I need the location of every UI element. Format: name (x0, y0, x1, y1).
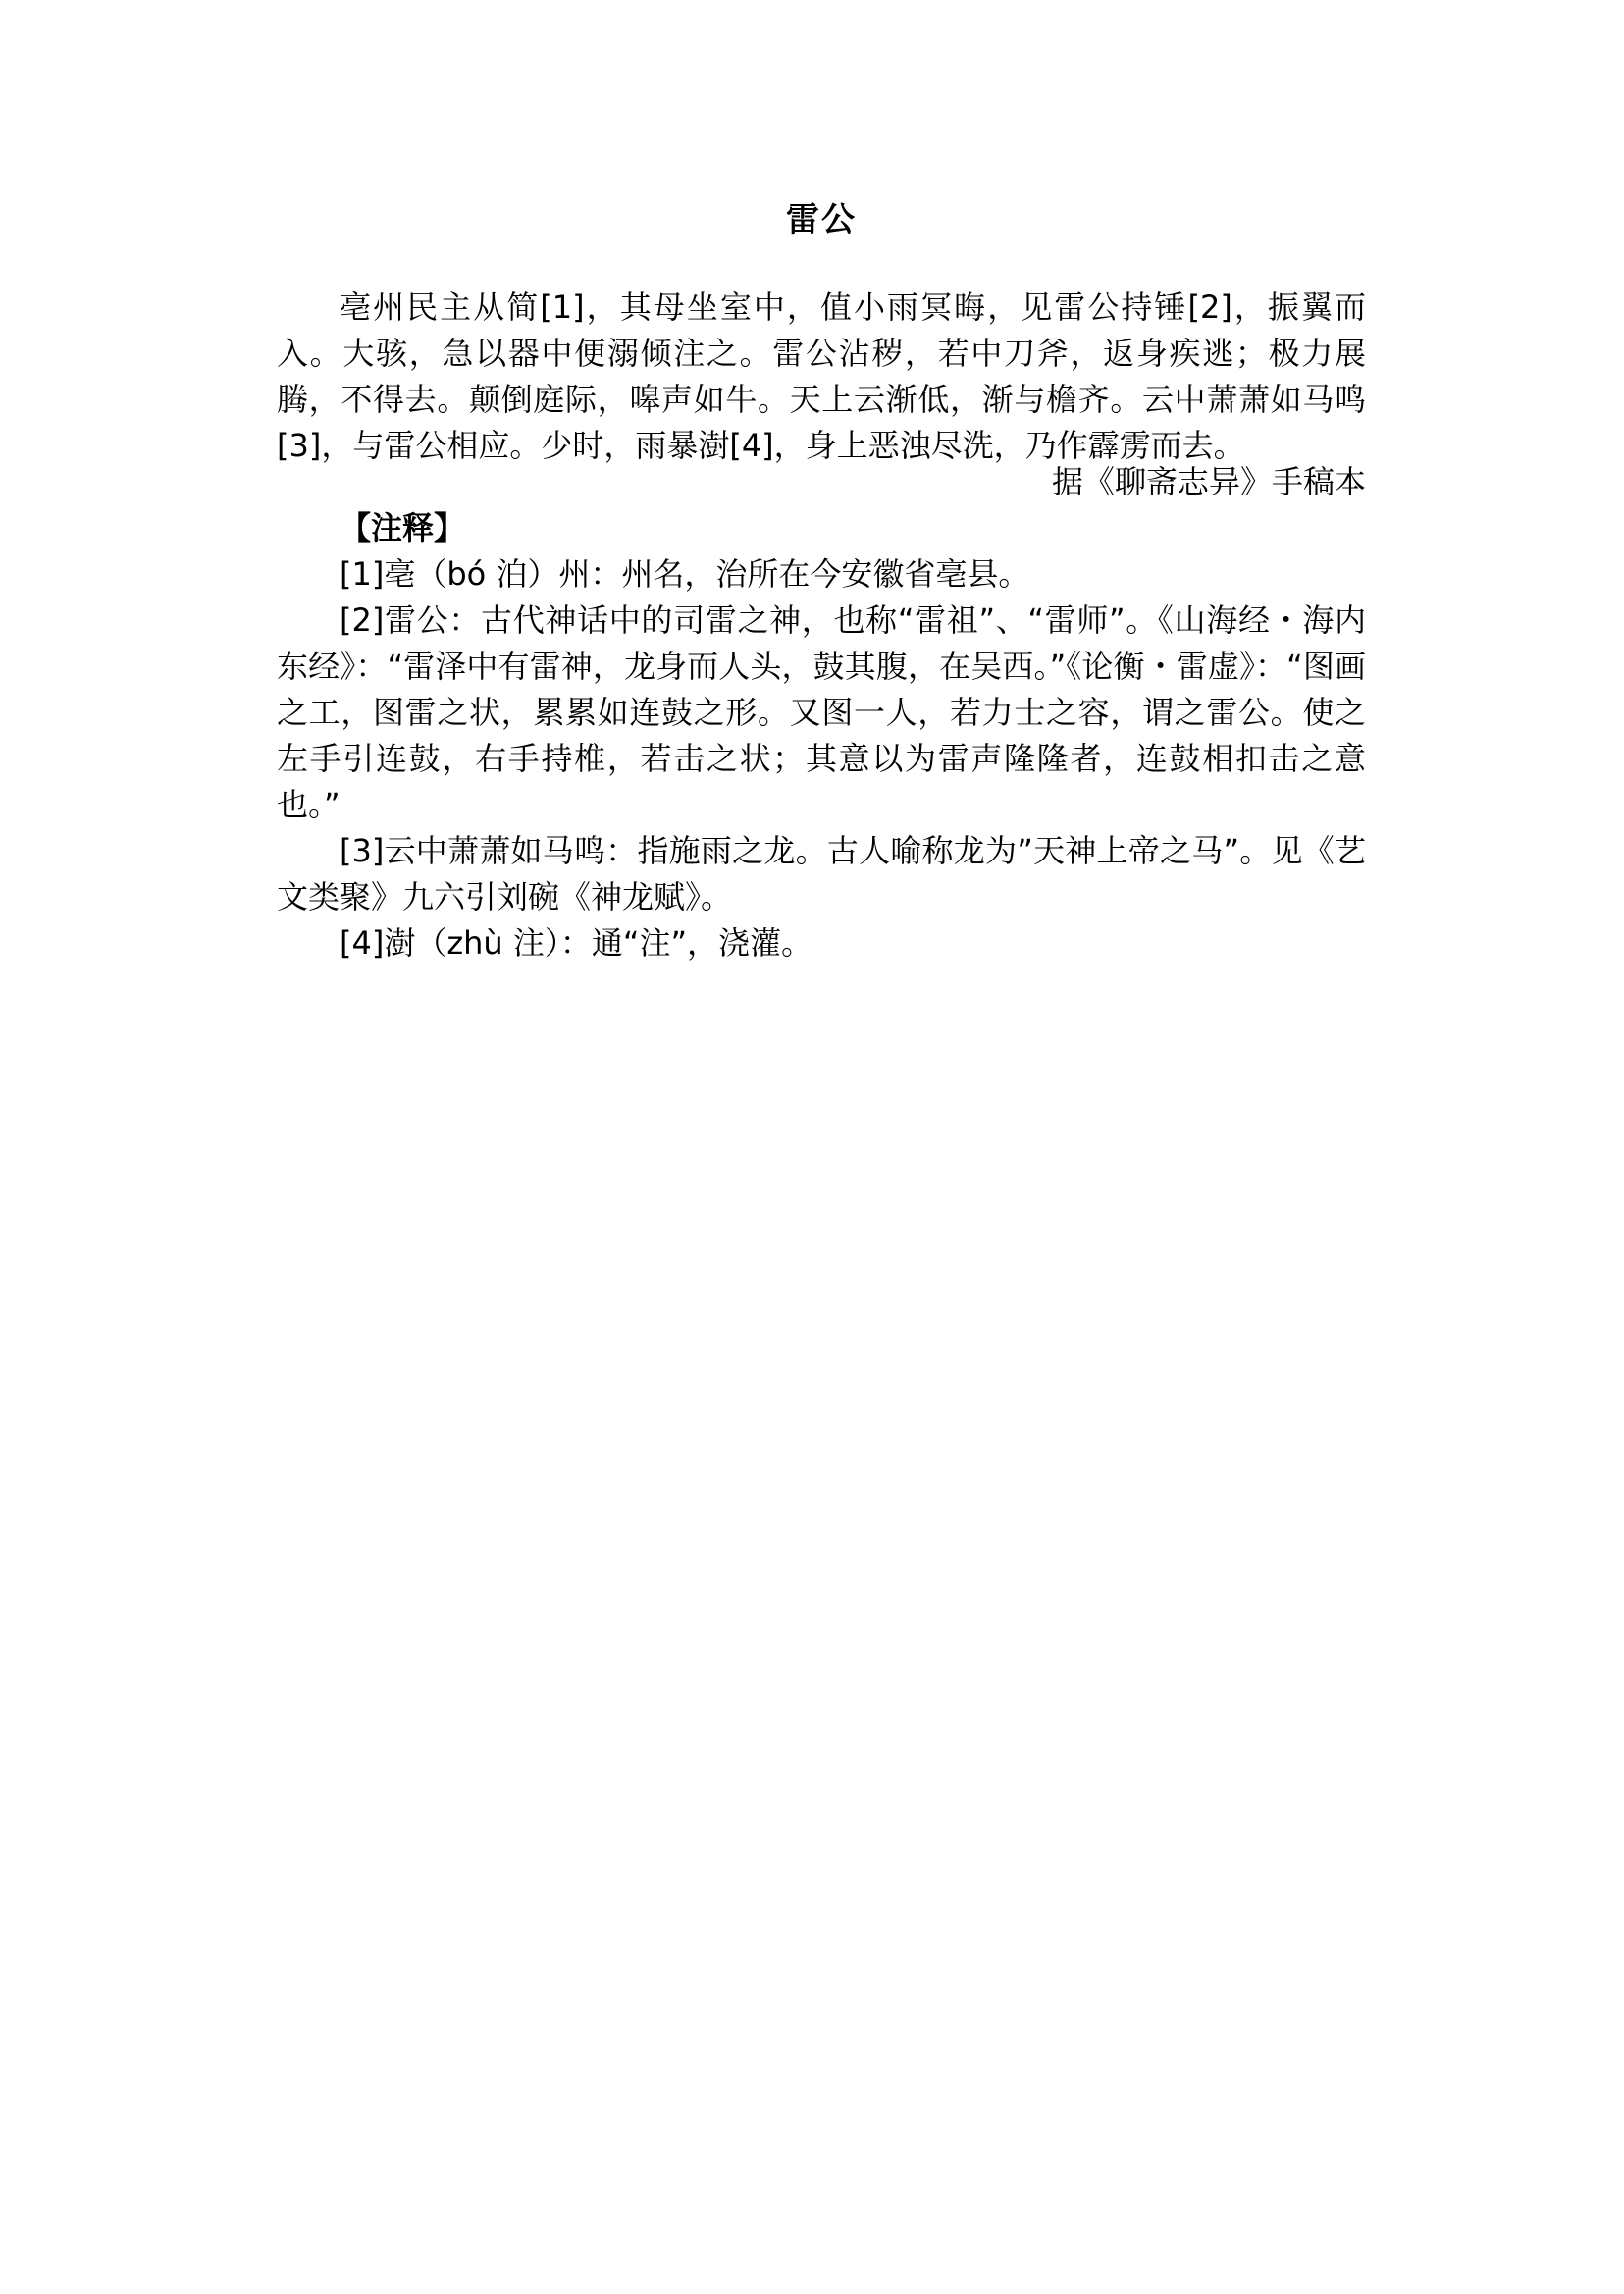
document-title: 雷公 (786, 200, 857, 239)
note-item-4: [4]澍（zhù 注）：通“注”，浇灌。 (340, 924, 813, 962)
story-paragraph: 亳州民主从简[1]，其母坐室中，值小雨冥晦，见雷公持锤[2]，振翼而入。大骇，急以器中便溺倾注之。雷公沾秽，若中刀斧，返身疾逃；极力展腾，不得去。颠倒庭际，嗥声如牛。天上云渐低，渐与檐齐。云中萧萧如马鸣[3]，与雷公相应。少时，雨暴澍[4]，身上恶浊尽洗，乃作霹雳而去。 (277, 288, 1366, 464)
notes-list (277, 551, 1366, 966)
notes-heading: 【注释】 (340, 509, 466, 547)
note-item-3: [3]云中萧萧如马鸣：指施雨之龙。古人喻称龙为”天神上帝之马”。见《艺文类聚》九六引刘碗《神龙赋》。 (277, 832, 1366, 915)
note-item-2: [2]雷公：古代神话中的司雷之神，也称“雷祖”、“雷师”。《山海经・海内东经》：“雷泽中有雷神，龙身而人头，鼓其腹，在吴西。”《论衡・雷虚》：“图画之工，图雷之状，累累如连鼓之形。又图一人，若力士之容，谓之雷公。使之左手引连鼓，右手持椎，若击之状；其意以为雷声隆隆者，连鼓相扣击之意也。” (277, 601, 1366, 823)
note-item-1: [1]亳（bó 泊）州：州名，治所在今安徽省亳县。 (340, 555, 1030, 593)
source-citation: 据《聊斋志异》手稿本 (1051, 463, 1366, 500)
